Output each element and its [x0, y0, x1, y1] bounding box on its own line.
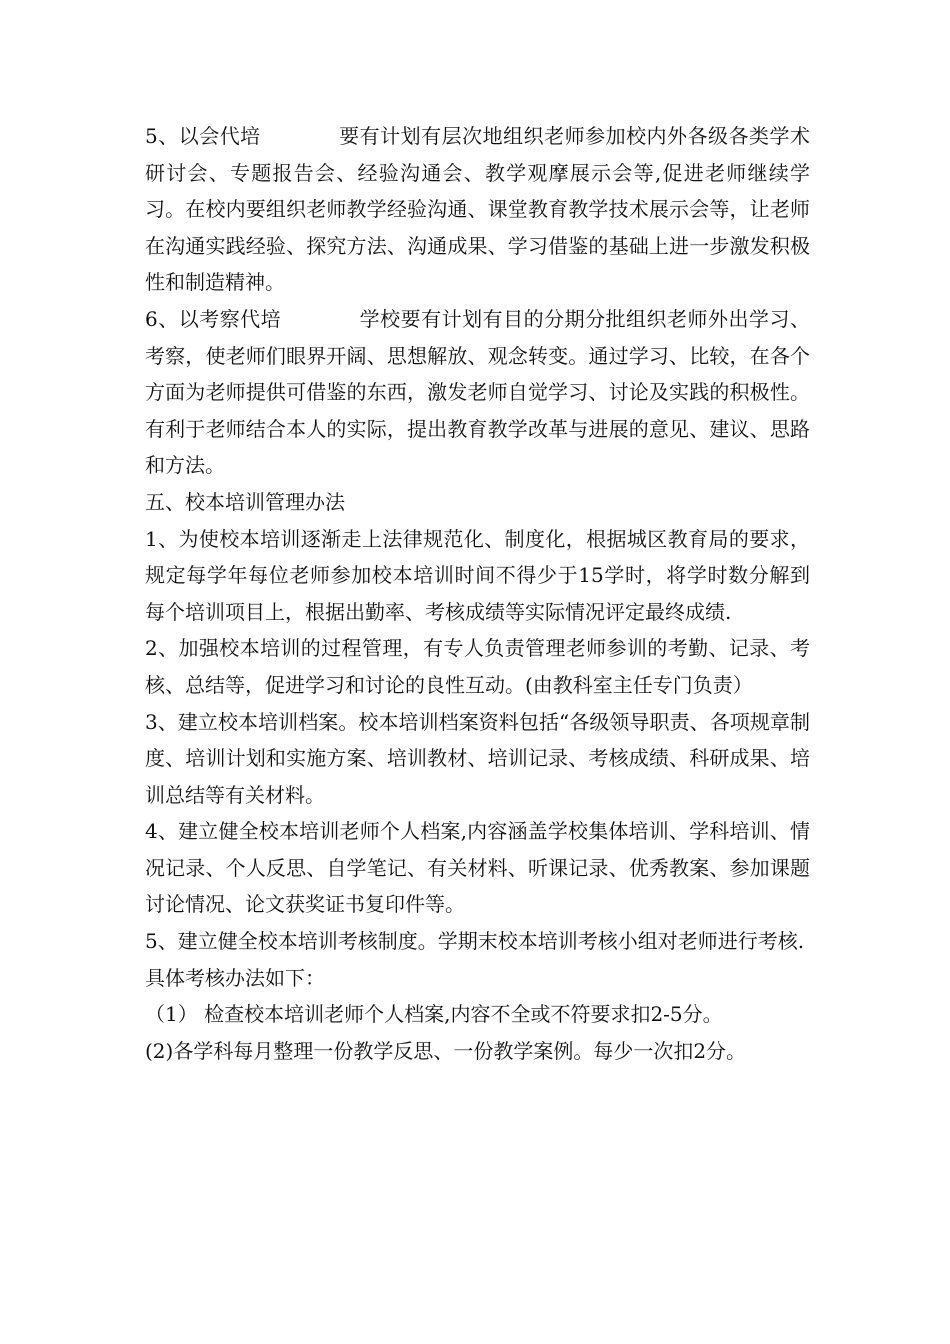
paragraph-item-1: 1、为使校本培训逐渐走上法律规范化、制度化，根据城区教育局的要求，规定每学年每位老师参加校本培训时间不得少于15学时，将学时数分解到每个培训项目上，根据出勤率、考核成绩等实际情况评定最终成绩. [145, 526, 810, 624]
paragraph-lead: 5、以会代培 [145, 124, 261, 148]
assessment-intro: 具体考核办法如下： [145, 965, 325, 990]
paragraph-item-4: 4、建立健全校本培训老师个人档案,内容涵盖学校集体培训、学科培训、情况记录、个人反思、自学笔记、有关材料、听课记录、优秀教案、参加课题讨论情况、论文获奖证书复印件等。 [145, 819, 810, 917]
assessment-rule-1: （1） 检查校本培训老师个人档案,内容不全或不符要求扣2-5分。 [145, 1002, 723, 1027]
paragraph-item-2: 2、加强校本培训的过程管理，有专人负责管理老师参训的考勤、记录、考核、总结等，促进学习和讨论的良性互动。(由教科室主任专门负责） [145, 636, 810, 697]
paragraph-item-5: 5、建立健全校本培训考核制度。学期末校本培训考核小组对老师进行考核. [145, 929, 805, 954]
paragraph-lead: 6、以考察代培 [145, 306, 282, 331]
paragraph-body: 学校要有计划有目的分期分批组织老师外出学习、考察，使老师们眼界开阔、思想解放、观念转变。通过学习、比较，在各个方面为老师提供可借鉴的东西，激发老师自觉学习、讨论及实践的积极性。有利于老师结合本人的实际，提出教育教学改革与进展的意见、建议、思路和方法。 [145, 306, 810, 478]
paragraph-meeting-training [145, 118, 810, 301]
paragraph-body: 要有计划有层次地组织老师参加校内外各级各类学术研讨会、专题报告会、经验沟通会、教学观摩展示会等,促进老师继续学习。在校内要组织老师教学经验沟通、课堂教育教学技术展示会等，让老师在沟通实践经验、探究方法、沟通成果、学习借鉴的基础上进一步激发积极性和制造精神。 [145, 124, 811, 295]
section-heading: 五、校本培训管理办法 [145, 489, 345, 514]
assessment-rule-2: (2)各学科每月整理一份教学反思、一份教学案例。每少一次扣2分。 [145, 1038, 747, 1063]
document-page [145, 118, 810, 1069]
paragraph-inspection-training [145, 301, 810, 484]
paragraph-item-3: 3、建立校本培训档案。校本培训档案资料包括“各级领导职责、各项规章制度、培训计划和实施方案、培训教材、培训记录、考核成绩、科研成果、培训总结等有关材料。 [145, 709, 810, 807]
